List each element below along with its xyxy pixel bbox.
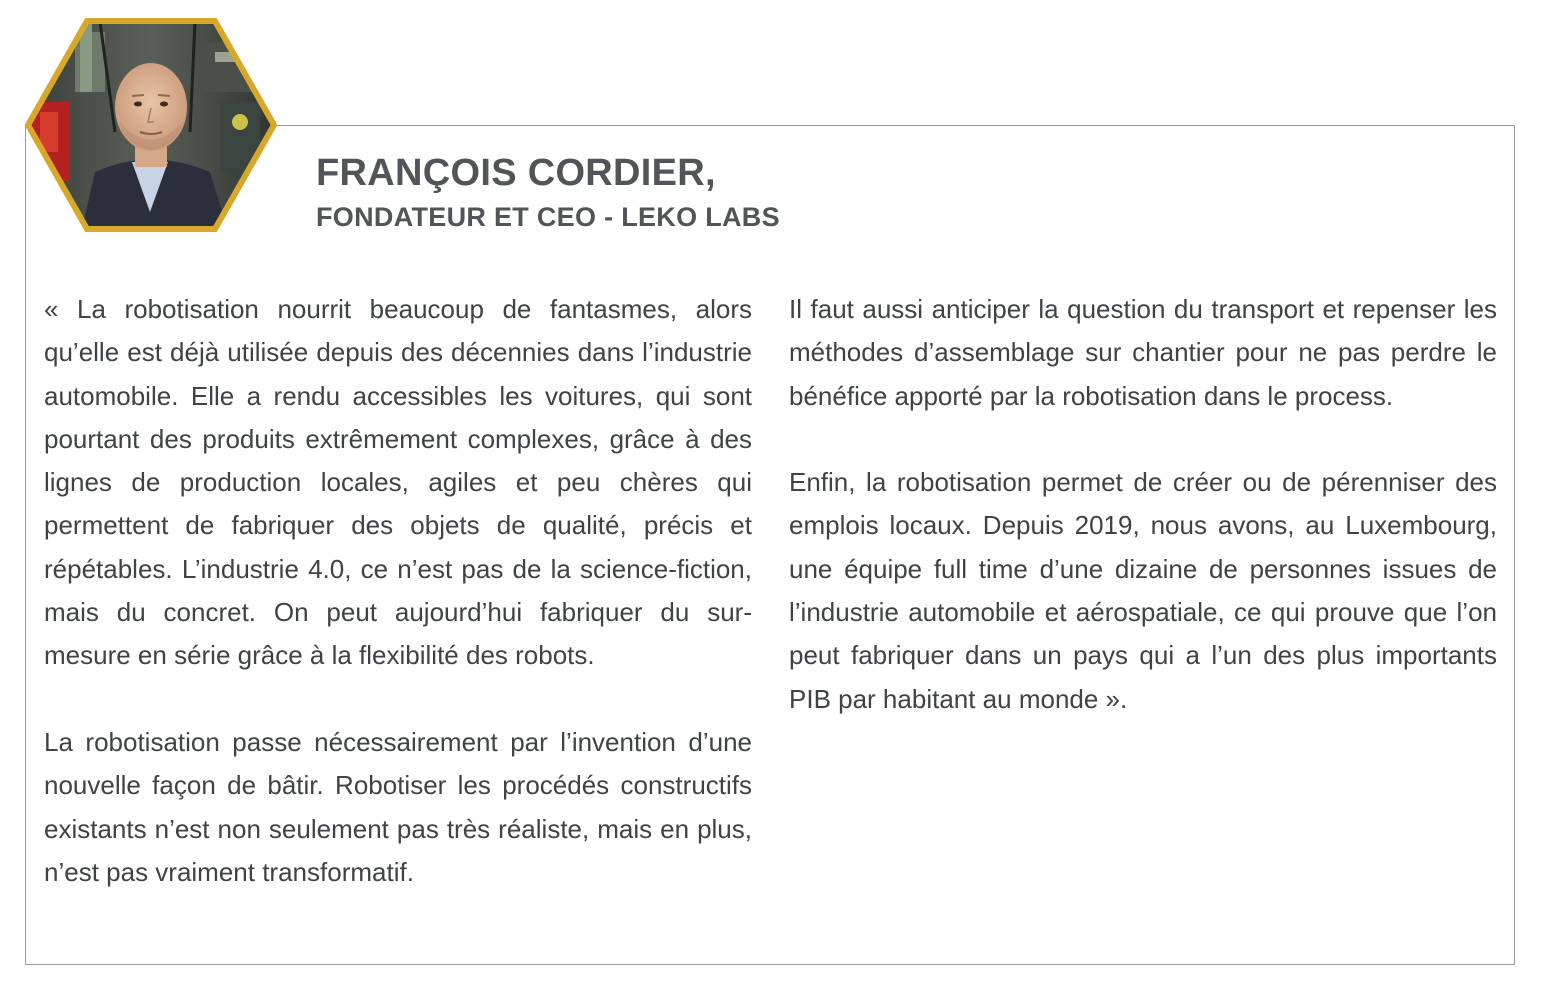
speaker-role: FONDATEUR ET CEO - LEKO LABS [316,202,780,232]
quote-column-left [44,288,752,937]
quote-paragraph: Il faut aussi anticiper la question du transport et repenser les méthodes d’assemblage sur chantier pour ne pas perdre le bénéfice apporté par la robotisation dans le process. [789,294,1497,411]
quote-paragraph: La robotisation passe nécessairement par l’invention d’une nouvelle façon de bâtir. Robotiser les procédés constructifs existants n’est non seulement pas très réaliste, mais en plus, n’est pas vraiment transformatif. [44,726,752,887]
speaker-header [316,150,780,234]
speaker-name: FRANÇOIS CORDIER, [316,152,716,194]
portrait-photo [20,12,282,238]
quote-paragraph: « La robotisation nourrit beaucoup de fantasmes, alors qu’elle est déjà utilisée depuis des décennies dans l’industrie automobile. Elle a rendu accessibles les voitures, qui sont pourtant des produits extrêmement complexes, grâce à des lignes de production locales, agiles et peu chères qui permettent de fabriquer des objets de qualité, précis et répétables. L’industrie 4.0, ce n’est pas de la science-fiction, mais du concret. On peut aujourd’hui fabriquer du sur-mesure en série grâce à la flexibilité des robots. [44,294,752,671]
quote-paragraph: Enfin, la robotisation permet de créer ou de pérenniser des emplois locaux. Depuis 2019, nous avons, au Luxembourg, une équipe full time d’une dizaine de personnes issues de l’industrie automobile et aérospatiale, ce qui prouve que l’on peut fabriquer dans un pays qui a l’un des plus importants PIB par habitant au monde ». [789,467,1497,714]
quote-column-right [789,288,1497,764]
